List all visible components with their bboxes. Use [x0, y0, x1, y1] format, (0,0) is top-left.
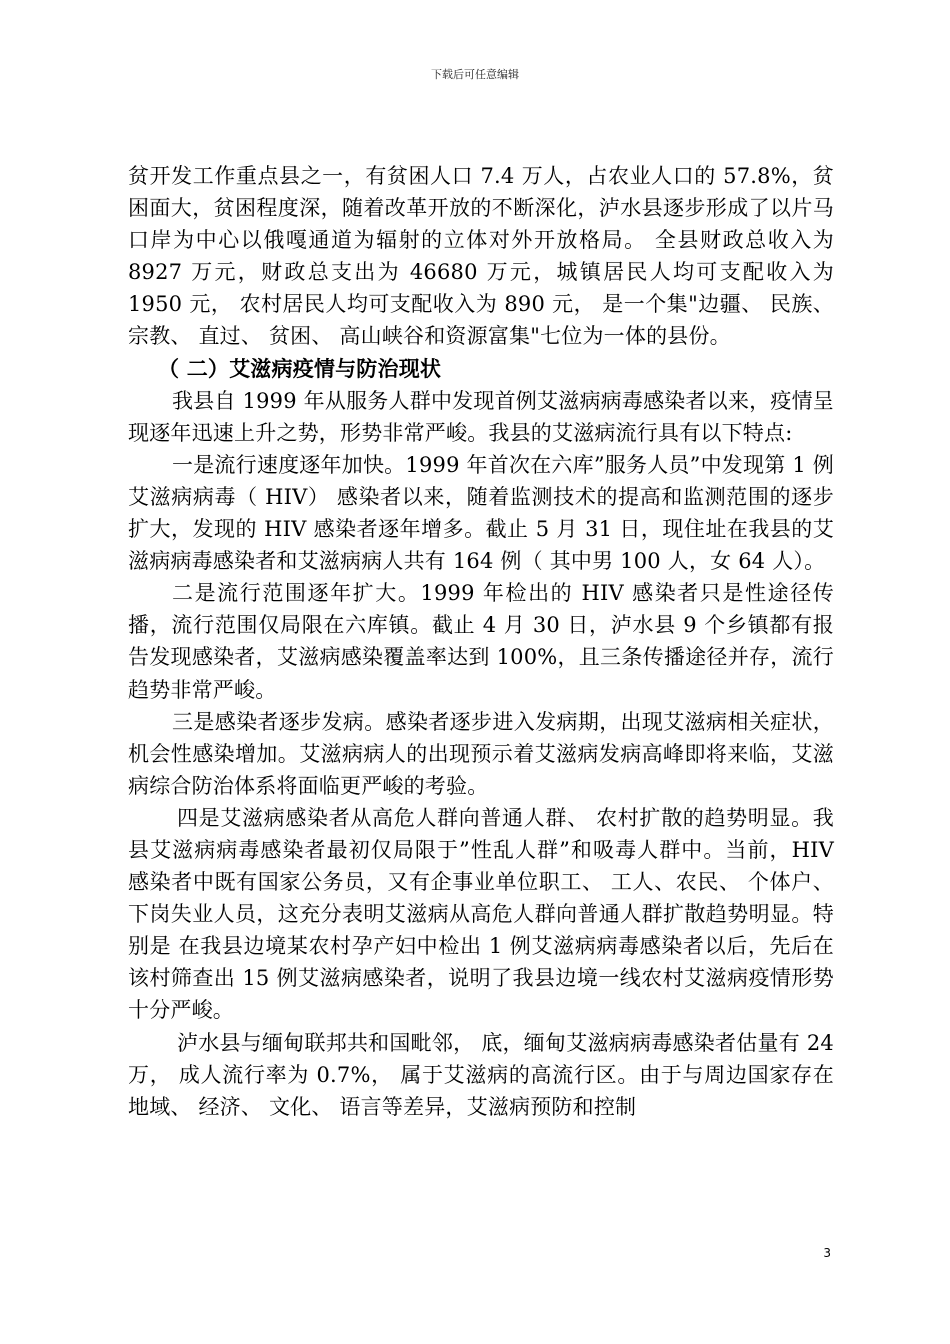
- paragraph-point-three: 三是感染者逐步发病。感染者逐步进入发病期，出现艾滋病相关症状，机会性感染增加。艾滋病病人的出现预示着艾滋病发病高峰即将来临，艾滋病综合防治体系将面临更严峻的考验。: [128, 709, 834, 798]
- paragraph-point-four: 四是艾滋病感染者从高危人群向普通人群、 农村扩散的趋势明显。我县艾滋病病毒感染者最初仅局限于”性乱人群”和吸毒人群中。当前，HIV 感染者中既有国家公务员，又有企事业单位职工、 工人、农民、 个体户、 下岗失业人员，这充分表明艾滋病从高危人群向普通人群扩散趋势明显。特别是 在我县边境某农村孕产妇中检出 1 例艾滋病病毒感染者以后，先后在该村筛查出 15 例艾滋病感染者，说明了我县边境一线农村艾滋病疫情形势十分严峻。: [128, 805, 834, 1023]
- section-heading: （ 二）艾滋病疫情与防治现状: [158, 356, 442, 381]
- paragraph-myanmar: 泸水县与缅甸联邦共和国毗邻， 底，缅甸艾滋病病毒感染者估量有 24 万， 成人流行率为 0.7%， 属于艾滋病的高流行区。由于与周边国家存在地域、 经济、 文化、 语言等差异，艾滋病预防和控制: [128, 1030, 834, 1119]
- paragraph-point-two: 二是流行范围逐年扩大。1999 年检出的 HIV 感染者只是性途径传播，流行范围仅局限在六库镇。截止 4 月 30 日，泸水县 9 个乡镇都有报告发现感染者，艾滋病感染覆盖率达到 100%，且三条传播途径并存，流行趋势非常严峻。: [128, 581, 834, 702]
- page-header: 下载后可任意编辑: [431, 68, 519, 81]
- paragraph-epidemic-intro: 我县自 1999 年从服务人群中发现首例艾滋病病毒感染者以来，疫情呈现逐年迅速上升之势，形势非常严峻。我县的艾滋病流行具有以下特点:: [128, 388, 834, 445]
- page-number: 3: [823, 1246, 831, 1260]
- document-body: [128, 160, 834, 1123]
- paragraph-county-overview: 贫开发工作重点县之一，有贫困人口 7.4 万人，占农业人口的 57.8%，贫困面大，贫困程度深，随着改革开放的不断深化，泸水县逐步形成了以片马口岸为中心以俄嘎通道为辐射的立体对外开放格局。 全县财政总收入为 8927 万元，财政总支出为 46680 万元，城镇居民人均可支配收入为 1950 元， 农村居民人均可支配收入为 890 元， 是一个集"边疆、 民族、 宗教、 直过、 贫困、 高山峡谷和资源富集"七位为一体的县份。: [128, 164, 834, 349]
- paragraph-point-one: 一是流行速度逐年加快。1999 年首次在六库”服务人员”中发现第 1 例艾滋病病毒（ HIV） 感染者以来，随着监测技术的提高和监测范围的逐步扩大，发现的 HIV 感染者逐年增多。截止 5 月 31 日，现住址在我县的艾滋病病毒感染者和艾滋病病人共有 164 例（ 其中男 100 人，女 64 人）。: [128, 452, 834, 574]
